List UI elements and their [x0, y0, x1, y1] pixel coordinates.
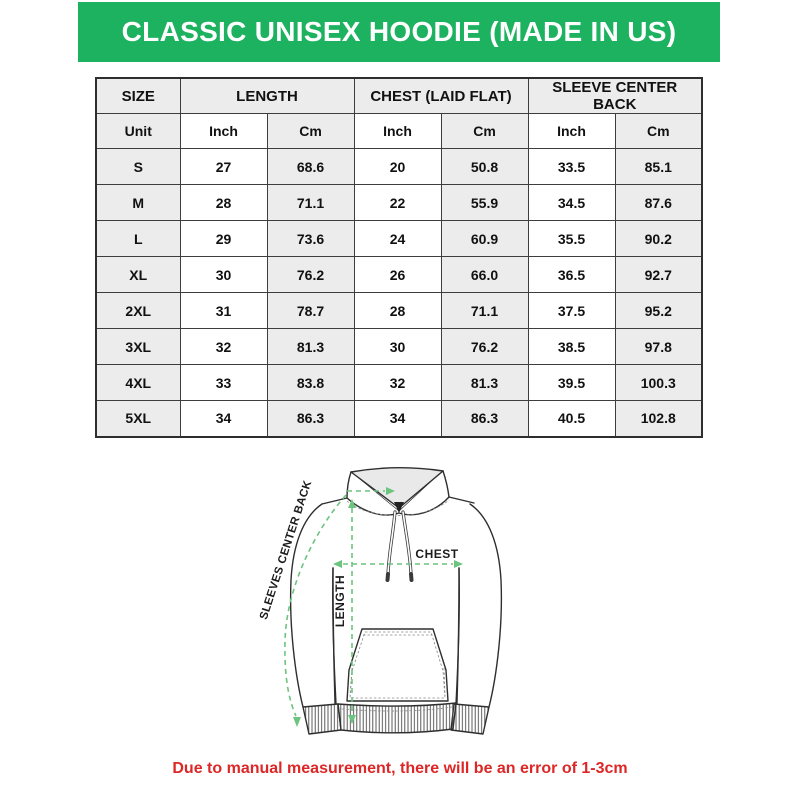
value-cell: 34.5 — [528, 185, 615, 221]
page-title: CLASSIC UNISEX HOODIE (MADE IN US) — [121, 16, 677, 47]
value-cell: 71.1 — [267, 185, 354, 221]
cuff-right — [451, 704, 489, 734]
value-cell: 40.5 — [528, 401, 615, 437]
value-cell: 34 — [354, 401, 441, 437]
value-cell: 66.0 — [441, 257, 528, 293]
size-cell: S — [96, 149, 180, 185]
table-row — [96, 293, 702, 329]
hood-right-edge — [443, 471, 449, 497]
value-cell: 20 — [354, 149, 441, 185]
table-row — [96, 149, 702, 185]
chest-label: CHEST — [415, 547, 459, 561]
value-cell: 39.5 — [528, 365, 615, 401]
unit-cell: Cm — [267, 114, 354, 149]
shoulder-seam-right — [449, 497, 474, 503]
value-cell: 36.5 — [528, 257, 615, 293]
value-cell: 68.6 — [267, 149, 354, 185]
size-cell: XL — [96, 257, 180, 293]
waistband — [338, 703, 456, 733]
value-cell: 78.7 — [267, 293, 354, 329]
value-cell: 24 — [354, 221, 441, 257]
value-cell: 97.8 — [615, 329, 702, 365]
unit-cell: Inch — [528, 114, 615, 149]
table-row — [96, 185, 702, 221]
value-cell: 32 — [354, 365, 441, 401]
value-cell: 26 — [354, 257, 441, 293]
value-cell: 28 — [180, 185, 267, 221]
value-cell: 30 — [354, 329, 441, 365]
value-cell: 33 — [180, 365, 267, 401]
value-cell: 60.9 — [441, 221, 528, 257]
value-cell: 95.2 — [615, 293, 702, 329]
value-cell: 35.5 — [528, 221, 615, 257]
unit-label: Unit — [96, 114, 180, 149]
table-row — [96, 365, 702, 401]
value-cell: 92.7 — [615, 257, 702, 293]
value-cell: 29 — [180, 221, 267, 257]
value-cell: 71.1 — [441, 293, 528, 329]
value-cell: 90.2 — [615, 221, 702, 257]
value-cell: 73.6 — [267, 221, 354, 257]
unit-cell: Inch — [354, 114, 441, 149]
size-cell: M — [96, 185, 180, 221]
value-cell: 27 — [180, 149, 267, 185]
value-cell: 81.3 — [441, 365, 528, 401]
unit-cell: Cm — [441, 114, 528, 149]
value-cell: 83.8 — [267, 365, 354, 401]
table-row — [96, 401, 702, 437]
column-header-size: SIZE — [96, 78, 180, 114]
unit-cell: Inch — [180, 114, 267, 149]
arrowhead-chest-left — [333, 560, 342, 568]
value-cell: 81.3 — [267, 329, 354, 365]
length-label: LENGTH — [333, 574, 347, 628]
value-cell: 32 — [180, 329, 267, 365]
value-cell: 28 — [354, 293, 441, 329]
value-cell: 38.5 — [528, 329, 615, 365]
value-cell: 50.8 — [441, 149, 528, 185]
value-cell: 30 — [180, 257, 267, 293]
measurement-disclaimer: Due to manual measurement, there will be an error of 1-3cm — [172, 760, 628, 777]
size-cell: 5XL — [96, 401, 180, 437]
value-cell: 102.8 — [615, 401, 702, 437]
value-cell: 76.2 — [441, 329, 528, 365]
table-row — [96, 329, 702, 365]
column-header-chest: CHEST (LAID FLAT) — [354, 78, 528, 114]
table-header-row — [96, 78, 702, 114]
body-right-edge — [457, 568, 459, 703]
title-banner — [78, 2, 720, 62]
size-cell: 2XL — [96, 293, 180, 329]
sleeve-right-outer — [470, 504, 501, 707]
size-table-wrapper — [95, 77, 703, 438]
value-cell: 87.6 — [615, 185, 702, 221]
size-cell: 3XL — [96, 329, 180, 365]
size-cell: L — [96, 221, 180, 257]
table-row — [96, 221, 702, 257]
aglet-left — [388, 574, 389, 580]
value-cell: 100.3 — [615, 365, 702, 401]
hoodie-measurement-diagram — [240, 450, 570, 750]
value-cell: 37.5 — [528, 293, 615, 329]
size-chart-table — [95, 77, 703, 438]
sleeve-center-back-label: SLEEVES CENTER BACK — [257, 478, 315, 622]
value-cell: 86.3 — [441, 401, 528, 437]
column-header-length: LENGTH — [180, 78, 354, 114]
hood-left-edge — [347, 472, 351, 498]
cuff-left — [303, 704, 341, 734]
arrowhead-sleeve-end — [293, 717, 301, 727]
value-cell: 76.2 — [267, 257, 354, 293]
value-cell: 86.3 — [267, 401, 354, 437]
aglet-right — [411, 574, 412, 580]
value-cell: 33.5 — [528, 149, 615, 185]
value-cell: 55.9 — [441, 185, 528, 221]
table-unit-row — [96, 114, 702, 149]
column-header-sleeve: SLEEVE CENTER BACK — [528, 78, 702, 114]
size-cell: 4XL — [96, 365, 180, 401]
value-cell: 85.1 — [615, 149, 702, 185]
arrowhead-chest-right — [454, 560, 463, 568]
table-row — [96, 257, 702, 293]
hood-lining — [351, 468, 443, 508]
value-cell: 31 — [180, 293, 267, 329]
value-cell: 34 — [180, 401, 267, 437]
unit-cell: Cm — [615, 114, 702, 149]
value-cell: 22 — [354, 185, 441, 221]
